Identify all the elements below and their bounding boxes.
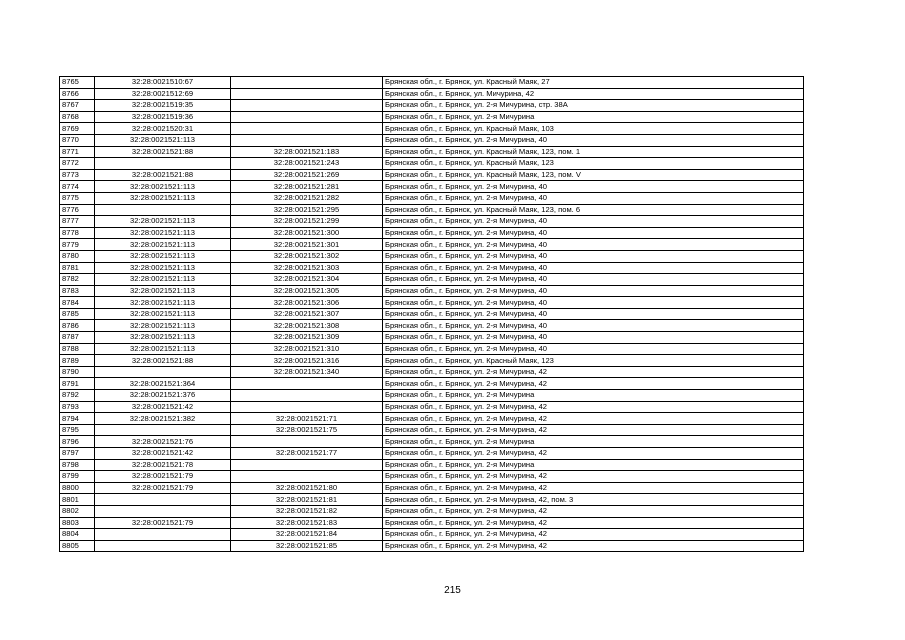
address-cell: Брянская обл., г. Брянск, ул. 2-я Мичурина, 42, пом. 3 xyxy=(383,494,804,506)
cadastral-number-cell: 32:28:0021521:113 xyxy=(95,181,231,193)
address-cell: Брянская обл., г. Брянск, ул. 2-я Мичурина, 42 xyxy=(383,424,804,436)
row-number-cell: 8800 xyxy=(60,482,95,494)
cadastral-number-cell: 32:28:0021521:42 xyxy=(95,448,231,460)
row-number-cell: 8804 xyxy=(60,529,95,541)
address-cell: Брянская обл., г. Брянск, ул. 2-я Мичурина, 42 xyxy=(383,529,804,541)
table-row xyxy=(60,111,804,123)
object-cadastral-number-cell: 32:28:0021521:309 xyxy=(231,332,383,344)
address-cell: Брянская обл., г. Брянск, ул. 2-я Мичурина, 42 xyxy=(383,413,804,425)
object-cadastral-number-cell xyxy=(231,471,383,483)
row-number-cell: 8787 xyxy=(60,332,95,344)
cadastral-number-cell: 32:28:0021521:113 xyxy=(95,134,231,146)
object-cadastral-number-cell: 32:28:0021521:269 xyxy=(231,169,383,181)
cadastral-number-cell: 32:28:0021521:113 xyxy=(95,297,231,309)
object-cadastral-number-cell: 32:28:0021521:295 xyxy=(231,204,383,216)
row-number-cell: 8780 xyxy=(60,250,95,262)
object-cadastral-number-cell: 32:28:0021521:304 xyxy=(231,274,383,286)
address-cell: Брянская обл., г. Брянск, ул. Красный Маяк, 123, пом. 1 xyxy=(383,146,804,158)
object-cadastral-number-cell: 32:28:0021521:282 xyxy=(231,192,383,204)
object-cadastral-number-cell: 32:28:0021521:310 xyxy=(231,343,383,355)
cadastral-number-cell: 32:28:0021512:69 xyxy=(95,88,231,100)
object-cadastral-number-cell: 32:28:0021521:77 xyxy=(231,448,383,460)
table-row xyxy=(60,482,804,494)
cadastral-number-cell: 32:28:0021521:113 xyxy=(95,274,231,286)
table-row xyxy=(60,285,804,297)
table-row xyxy=(60,100,804,112)
cadastral-number-cell: 32:28:0021521:88 xyxy=(95,169,231,181)
row-number-cell: 8805 xyxy=(60,540,95,552)
row-number-cell: 8798 xyxy=(60,459,95,471)
address-cell: Брянская обл., г. Брянск, ул. 2-я Мичурина, 42 xyxy=(383,540,804,552)
table-row xyxy=(60,204,804,216)
cadastral-number-cell: 32:28:0021521:113 xyxy=(95,320,231,332)
address-cell: Брянская обл., г. Брянск, ул. 2-я Мичурина, 42 xyxy=(383,448,804,460)
object-cadastral-number-cell: 32:28:0021521:307 xyxy=(231,308,383,320)
cadastral-number-cell: 32:28:0021521:113 xyxy=(95,285,231,297)
table-row xyxy=(60,505,804,517)
object-cadastral-number-cell: 32:28:0021521:84 xyxy=(231,529,383,541)
row-number-cell: 8766 xyxy=(60,88,95,100)
address-cell: Брянская обл., г. Брянск, ул. 2-я Мичурина, 40 xyxy=(383,134,804,146)
cadastral-number-cell: 32:28:0021521:79 xyxy=(95,471,231,483)
cadastral-number-cell: 32:28:0021521:364 xyxy=(95,378,231,390)
table-row xyxy=(60,274,804,286)
object-cadastral-number-cell xyxy=(231,88,383,100)
object-cadastral-number-cell: 32:28:0021521:299 xyxy=(231,216,383,228)
page-number: 215 xyxy=(444,585,461,596)
table-row xyxy=(60,517,804,529)
row-number-cell: 8794 xyxy=(60,413,95,425)
row-number-cell: 8791 xyxy=(60,378,95,390)
object-cadastral-number-cell xyxy=(231,436,383,448)
cadastral-number-cell xyxy=(95,505,231,517)
table-row xyxy=(60,169,804,181)
cadastral-number-cell: 32:28:0021521:88 xyxy=(95,146,231,158)
table-row xyxy=(60,366,804,378)
object-cadastral-number-cell xyxy=(231,134,383,146)
row-number-cell: 8797 xyxy=(60,448,95,460)
cadastral-number-cell: 32:28:0021521:42 xyxy=(95,401,231,413)
row-number-cell: 8788 xyxy=(60,343,95,355)
address-cell: Брянская обл., г. Брянск, ул. 2-я Мичурина, 40 xyxy=(383,320,804,332)
row-number-cell: 8768 xyxy=(60,111,95,123)
table-row xyxy=(60,146,804,158)
table-row xyxy=(60,181,804,193)
object-cadastral-number-cell xyxy=(231,401,383,413)
row-number-cell: 8786 xyxy=(60,320,95,332)
row-number-cell: 8802 xyxy=(60,505,95,517)
cadastral-number-cell: 32:28:0021510:67 xyxy=(95,77,231,89)
row-number-cell: 8803 xyxy=(60,517,95,529)
row-number-cell: 8795 xyxy=(60,424,95,436)
row-number-cell: 8790 xyxy=(60,366,95,378)
table-row xyxy=(60,250,804,262)
table-row xyxy=(60,134,804,146)
table-row xyxy=(60,297,804,309)
cadastral-number-cell: 32:28:0021521:79 xyxy=(95,482,231,494)
cadastral-number-cell: 32:28:0021521:382 xyxy=(95,413,231,425)
table-row xyxy=(60,529,804,541)
table-row xyxy=(60,343,804,355)
cadastral-number-cell: 32:28:0021521:376 xyxy=(95,390,231,402)
registry-table-body xyxy=(60,77,804,552)
table-row xyxy=(60,355,804,367)
row-number-cell: 8777 xyxy=(60,216,95,228)
table-row xyxy=(60,192,804,204)
address-cell: Брянская обл., г. Брянск, ул. 2-я Мичурина, 40 xyxy=(383,332,804,344)
cadastral-number-cell: 32:28:0021521:113 xyxy=(95,308,231,320)
object-cadastral-number-cell xyxy=(231,390,383,402)
row-number-cell: 8776 xyxy=(60,204,95,216)
cadastral-number-cell: 32:28:0021521:113 xyxy=(95,262,231,274)
row-number-cell: 8789 xyxy=(60,355,95,367)
object-cadastral-number-cell: 32:28:0021521:301 xyxy=(231,239,383,251)
row-number-cell: 8771 xyxy=(60,146,95,158)
cadastral-number-cell xyxy=(95,529,231,541)
cadastral-number-cell: 32:28:0021519:35 xyxy=(95,100,231,112)
address-cell: Брянская обл., г. Брянск, ул. 2-я Мичурина, 40 xyxy=(383,285,804,297)
address-cell: Брянская обл., г. Брянск, ул. 2-я Мичурина, 40 xyxy=(383,250,804,262)
cadastral-number-cell: 32:28:0021521:113 xyxy=(95,227,231,239)
address-cell: Брянская обл., г. Брянск, ул. 2-я Мичурина, 42 xyxy=(383,471,804,483)
cadastral-number-cell: 32:28:0021521:113 xyxy=(95,343,231,355)
object-cadastral-number-cell: 32:28:0021521:82 xyxy=(231,505,383,517)
table-row xyxy=(60,378,804,390)
object-cadastral-number-cell: 32:28:0021521:81 xyxy=(231,494,383,506)
address-cell: Брянская обл., г. Брянск, ул. 2-я Мичурина xyxy=(383,390,804,402)
address-cell: Брянская обл., г. Брянск, ул. 2-я Мичурина, 42 xyxy=(383,378,804,390)
object-cadastral-number-cell: 32:28:0021521:83 xyxy=(231,517,383,529)
object-cadastral-number-cell xyxy=(231,111,383,123)
address-cell: Брянская обл., г. Брянск, ул. 2-я Мичурина xyxy=(383,436,804,448)
row-number-cell: 8767 xyxy=(60,100,95,112)
cadastral-number-cell: 32:28:0021521:76 xyxy=(95,436,231,448)
address-cell: Брянская обл., г. Брянск, ул. 2-я Мичурина, 40 xyxy=(383,227,804,239)
object-cadastral-number-cell xyxy=(231,100,383,112)
table-row xyxy=(60,448,804,460)
row-number-cell: 8796 xyxy=(60,436,95,448)
table-row xyxy=(60,262,804,274)
row-number-cell: 8785 xyxy=(60,308,95,320)
address-cell: Брянская обл., г. Брянск, ул. Красный Маяк, 123 xyxy=(383,158,804,170)
table-row xyxy=(60,459,804,471)
object-cadastral-number-cell: 32:28:0021521:85 xyxy=(231,540,383,552)
address-cell: Брянская обл., г. Брянск, ул. 2-я Мичурина, 42 xyxy=(383,401,804,413)
table-row xyxy=(60,320,804,332)
address-cell: Брянская обл., г. Брянск, ул. 2-я Мичурина, 42 xyxy=(383,482,804,494)
object-cadastral-number-cell: 32:28:0021521:281 xyxy=(231,181,383,193)
address-cell: Брянская обл., г. Брянск, ул. 2-я Мичурина, 40 xyxy=(383,274,804,286)
address-cell: Брянская обл., г. Брянск, ул. 2-я Мичурина, 40 xyxy=(383,262,804,274)
object-cadastral-number-cell: 32:28:0021521:71 xyxy=(231,413,383,425)
object-cadastral-number-cell: 32:28:0021521:303 xyxy=(231,262,383,274)
cadastral-number-cell: 32:28:0021521:113 xyxy=(95,332,231,344)
object-cadastral-number-cell: 32:28:0021521:302 xyxy=(231,250,383,262)
address-cell: Брянская обл., г. Брянск, ул. 2-я Мичурина, 40 xyxy=(383,297,804,309)
table-row xyxy=(60,239,804,251)
address-cell: Брянская обл., г. Брянск, ул. 2-я Мичурина, 40 xyxy=(383,181,804,193)
address-cell: Брянская обл., г. Брянск, ул. 2-я Мичурина, 42 xyxy=(383,366,804,378)
address-cell: Брянская обл., г. Брянск, ул. 2-я Мичурина xyxy=(383,459,804,471)
cadastral-number-cell xyxy=(95,424,231,436)
cadastral-number-cell: 32:28:0021521:88 xyxy=(95,355,231,367)
address-cell: Брянская обл., г. Брянск, ул. 2-я Мичурина, 40 xyxy=(383,239,804,251)
row-number-cell: 8781 xyxy=(60,262,95,274)
row-number-cell: 8783 xyxy=(60,285,95,297)
registry-table xyxy=(59,76,804,552)
object-cadastral-number-cell: 32:28:0021521:306 xyxy=(231,297,383,309)
address-cell: Брянская обл., г. Брянск, ул. Красный Маяк, 123 xyxy=(383,355,804,367)
object-cadastral-number-cell: 32:28:0021521:308 xyxy=(231,320,383,332)
row-number-cell: 8779 xyxy=(60,239,95,251)
table-row xyxy=(60,88,804,100)
cadastral-number-cell: 32:28:0021521:113 xyxy=(95,239,231,251)
table-row xyxy=(60,227,804,239)
object-cadastral-number-cell: 32:28:0021521:300 xyxy=(231,227,383,239)
row-number-cell: 8778 xyxy=(60,227,95,239)
row-number-cell: 8773 xyxy=(60,169,95,181)
cadastral-number-cell: 32:28:0021519:36 xyxy=(95,111,231,123)
cadastral-number-cell: 32:28:0021520:31 xyxy=(95,123,231,135)
address-cell: Брянская обл., г. Брянск, ул. Красный Маяк, 27 xyxy=(383,77,804,89)
table-row xyxy=(60,332,804,344)
row-number-cell: 8772 xyxy=(60,158,95,170)
table-row xyxy=(60,308,804,320)
table-row xyxy=(60,123,804,135)
address-cell: Брянская обл., г. Брянск, ул. 2-я Мичурина, 42 xyxy=(383,505,804,517)
row-number-cell: 8765 xyxy=(60,77,95,89)
row-number-cell: 8770 xyxy=(60,134,95,146)
table-row xyxy=(60,424,804,436)
address-cell: Брянская обл., г. Брянск, ул. 2-я Мичурина, 42 xyxy=(383,517,804,529)
address-cell: Брянская обл., г. Брянск, ул. 2-я Мичурина, 40 xyxy=(383,343,804,355)
row-number-cell: 8775 xyxy=(60,192,95,204)
address-cell: Брянская обл., г. Брянск, ул. Мичурина, 42 xyxy=(383,88,804,100)
object-cadastral-number-cell xyxy=(231,77,383,89)
object-cadastral-number-cell: 32:28:0021521:305 xyxy=(231,285,383,297)
row-number-cell: 8793 xyxy=(60,401,95,413)
object-cadastral-number-cell xyxy=(231,123,383,135)
object-cadastral-number-cell xyxy=(231,459,383,471)
table-row xyxy=(60,401,804,413)
cadastral-number-cell: 32:28:0021521:78 xyxy=(95,459,231,471)
table-row xyxy=(60,158,804,170)
address-cell: Брянская обл., г. Брянск, ул. 2-я Мичурина xyxy=(383,111,804,123)
table-row xyxy=(60,436,804,448)
row-number-cell: 8774 xyxy=(60,181,95,193)
table-row xyxy=(60,494,804,506)
object-cadastral-number-cell: 32:28:0021521:183 xyxy=(231,146,383,158)
row-number-cell: 8792 xyxy=(60,390,95,402)
cadastral-number-cell xyxy=(95,540,231,552)
table-row xyxy=(60,413,804,425)
address-cell: Брянская обл., г. Брянск, ул. 2-я Мичурина, 40 xyxy=(383,308,804,320)
address-cell: Брянская обл., г. Брянск, ул. 2-я Мичурина, стр. 38А xyxy=(383,100,804,112)
address-cell: Брянская обл., г. Брянск, ул. Красный Маяк, 123, пом. V xyxy=(383,169,804,181)
table-row xyxy=(60,471,804,483)
cadastral-number-cell: 32:28:0021521:113 xyxy=(95,216,231,228)
object-cadastral-number-cell: 32:28:0021521:80 xyxy=(231,482,383,494)
cadastral-number-cell xyxy=(95,366,231,378)
cadastral-number-cell: 32:28:0021521:113 xyxy=(95,250,231,262)
cadastral-number-cell: 32:28:0021521:113 xyxy=(95,192,231,204)
cadastral-number-cell xyxy=(95,494,231,506)
object-cadastral-number-cell xyxy=(231,378,383,390)
row-number-cell: 8801 xyxy=(60,494,95,506)
table-row xyxy=(60,390,804,402)
object-cadastral-number-cell: 32:28:0021521:340 xyxy=(231,366,383,378)
address-cell: Брянская обл., г. Брянск, ул. 2-я Мичурина, 40 xyxy=(383,216,804,228)
row-number-cell: 8769 xyxy=(60,123,95,135)
table-row xyxy=(60,216,804,228)
row-number-cell: 8784 xyxy=(60,297,95,309)
cadastral-number-cell xyxy=(95,204,231,216)
object-cadastral-number-cell: 32:28:0021521:316 xyxy=(231,355,383,367)
cadastral-number-cell xyxy=(95,158,231,170)
object-cadastral-number-cell: 32:28:0021521:243 xyxy=(231,158,383,170)
address-cell: Брянская обл., г. Брянск, ул. 2-я Мичурина, 40 xyxy=(383,192,804,204)
object-cadastral-number-cell: 32:28:0021521:75 xyxy=(231,424,383,436)
table-row xyxy=(60,540,804,552)
row-number-cell: 8799 xyxy=(60,471,95,483)
address-cell: Брянская обл., г. Брянск, ул. Красный Маяк, 123, пом. 6 xyxy=(383,204,804,216)
address-cell: Брянская обл., г. Брянск, ул. Красный Маяк, 103 xyxy=(383,123,804,135)
table-row xyxy=(60,77,804,89)
row-number-cell: 8782 xyxy=(60,274,95,286)
cadastral-number-cell: 32:28:0021521:79 xyxy=(95,517,231,529)
